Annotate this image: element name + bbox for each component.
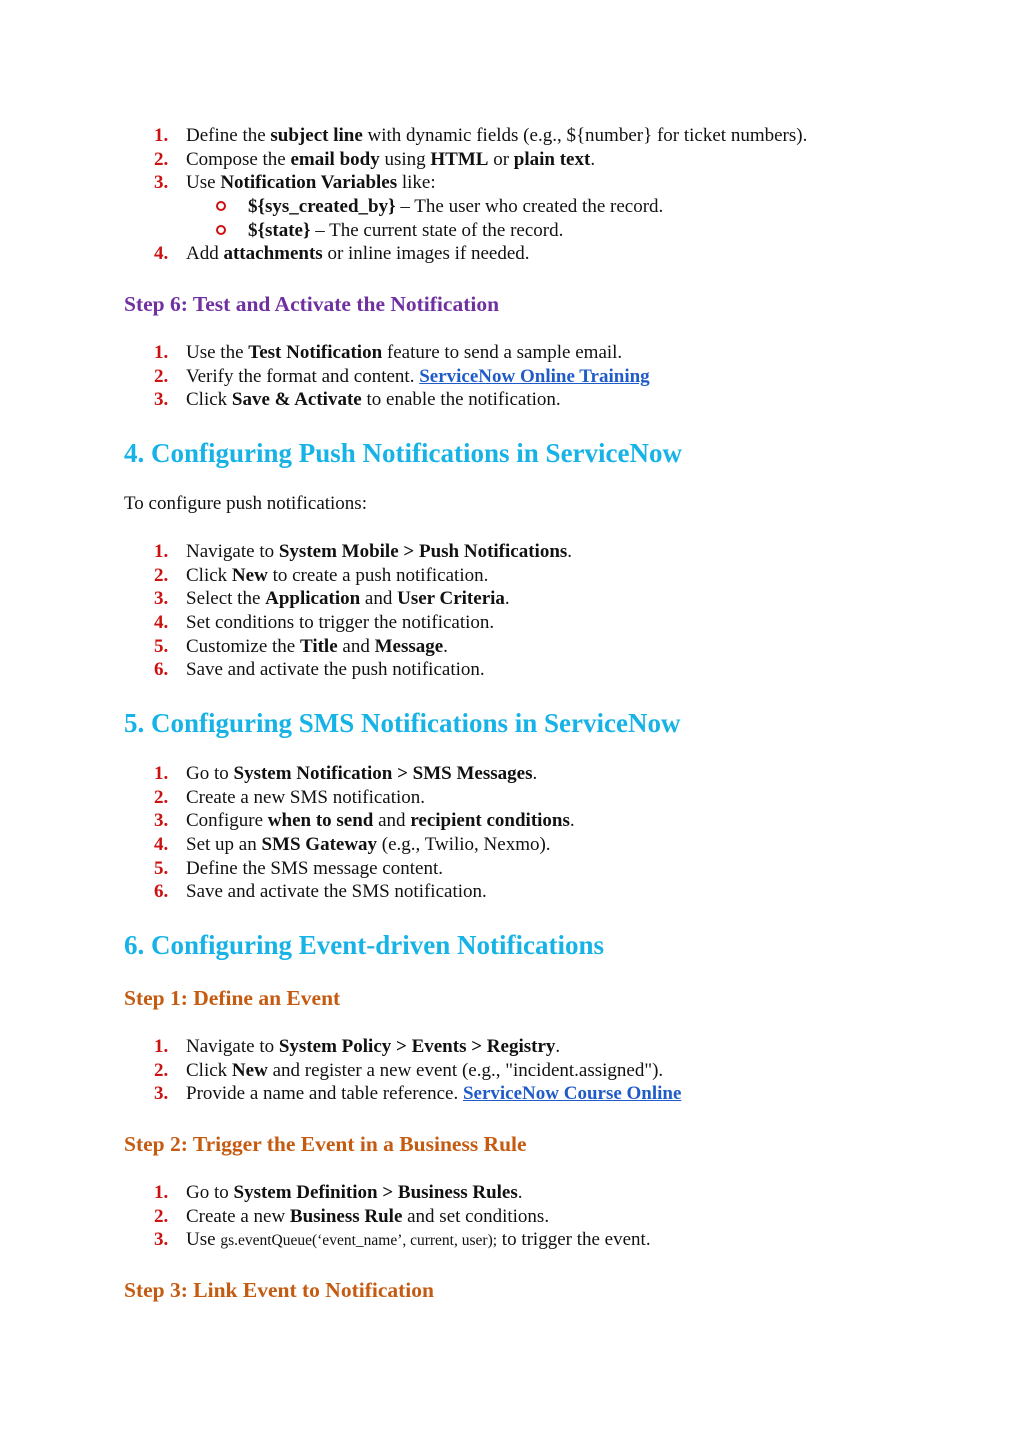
list-item: 1. Go to System Notification > SMS Messages. (154, 763, 538, 784)
list-item: 2. Verify the format and content. ServiceNow Online Training (154, 365, 650, 387)
step2-heading: Step 2: Trigger the Event in a Business Rule (124, 1132, 527, 1156)
list-item: 1. Go to System Definition > Business Rules. (154, 1182, 523, 1203)
list-item: 5. Customize the Title and Message. (154, 635, 448, 657)
list-item: 3. Click Save & Activate to enable the notification. (154, 389, 561, 411)
list-item: 3. Use gs.eventQueue(‘event_name’, current, user); to trigger the event. (154, 1229, 651, 1251)
servicenow-online-training-link[interactable]: ServiceNow Online Training (419, 365, 650, 387)
section5-list (0, 762, 1024, 904)
circle-bullet-icon (216, 195, 226, 219)
step1-heading: Step 1: Define an Event (124, 986, 341, 1010)
email-template-steps-list (0, 124, 1024, 266)
list-item: 1. Navigate to System Mobile > Push Notifications. (154, 541, 573, 562)
section4-heading: 4. Configuring Push Notifications in ServiceNow (124, 438, 683, 468)
list-item: 4. Set up an SMS Gateway (e.g., Twilio, Nexmo). (154, 834, 551, 856)
list-item: 4. Set conditions to trigger the notification. (154, 612, 495, 634)
list-item: 4. Add attachments or inline images if needed. (154, 243, 530, 265)
step1-list (0, 1035, 1024, 1106)
sub-list-item: ${state} – The current state of the record. (0, 219, 1024, 243)
section5-heading: 5. Configuring SMS Notifications in ServiceNow (124, 708, 681, 738)
step6-heading: Step 6: Test and Activate the Notification (124, 292, 500, 316)
code-snippet: gs.eventQueue(‘event_name’, current, user); (220, 1232, 498, 1250)
section6-heading: 6. Configuring Event-driven Notifications (124, 930, 605, 960)
step3-heading: Step 3: Link Event to Notification (124, 1278, 434, 1302)
list-item: 3. Use Notification Variables like: (154, 172, 436, 194)
list-item: 5. Define the SMS message content. (154, 857, 443, 879)
list-item: 6. Save and activate the SMS notification. (154, 881, 487, 903)
list-item: 1. Navigate to System Policy > Events > Registry. (154, 1036, 561, 1057)
list-item: 2. Create a new Business Rule and set conditions. (154, 1205, 550, 1227)
list-item: 6. Save and activate the push notification. (154, 659, 485, 681)
list-item: 2. Compose the email body using HTML or plain text. (154, 148, 596, 170)
list-item: 2. Click New to create a push notification. (154, 564, 489, 586)
list-item: 2. Click New and register a new event (e.g., "incident.assigned"). (154, 1059, 664, 1081)
step2-list (0, 1181, 1024, 1252)
sub-list-item: ${sys_created_by} – The user who created the record. (0, 195, 1024, 219)
list-item: 1. Define the subject line with dynamic fields (e.g., ${number} for ticket numbers). (154, 125, 808, 146)
servicenow-course-online-link[interactable]: ServiceNow Course Online (462, 1083, 682, 1105)
circle-bullet-icon (216, 219, 226, 243)
section4-list (0, 540, 1024, 682)
section4-intro: To configure push notifications: (124, 493, 367, 514)
step6-list (0, 341, 1024, 412)
list-item: 3. Configure when to send and recipient conditions. (154, 810, 575, 832)
list-item: 3. Provide a name and table reference. ServiceNow Course Online (154, 1083, 682, 1105)
list-item: 2. Create a new SMS notification. (154, 786, 426, 808)
list-item: 1. Use the Test Notification feature to send a sample email. (154, 342, 623, 363)
list-item: 3. Select the Application and User Criteria. (154, 588, 510, 610)
